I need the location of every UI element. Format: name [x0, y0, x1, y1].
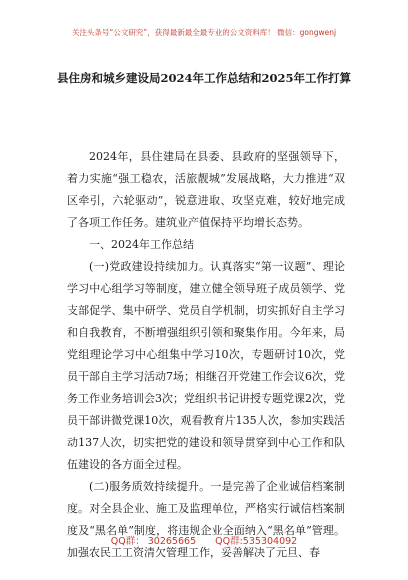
document-body	[67, 146, 345, 564]
qq-group-1: QQ群： 30265665	[110, 536, 197, 547]
document-title: 县住房和城乡建设局2024年工作总结和2025年工作打算	[56, 71, 351, 85]
service-quality-paragraph: (二)服务质效持续提升。一是完善了企业诚信档案制度。对全县企业、施工及监理单位，严格实行诚信档案制度及“黑名单”制度，将违规企业全面纳入“黑名单”管理。加强农民工工资清欠管理工作，妥善解决了元旦、春	[67, 480, 345, 559]
qq-group-2: QQ群:535304092	[215, 536, 298, 547]
footer-contact	[0, 533, 408, 547]
header-note: 关注头条号“公文研究”，获得最新最全最专业的公文资料库！ 微信：gongwenj	[71, 28, 337, 37]
section-heading: 一、2024年工作总结	[89, 238, 194, 251]
intro-paragraph: 2024年，县住建局在县委、县政府的坚强领导下，着力实施“强工稳农，活旅靓城”发展战略，大力推进“双区牵引，六轮驱动”，锐意进取、攻坚克难，较好地完成了各项工作任务。建筑业产值保持平均增长态势。	[67, 150, 345, 229]
party-building-paragraph: (一)党政建设持续加力。认真落实“第一议题”、理论学习中心组学习等制度，建立健全领导班子成员领学、党支部促学、集中研学、党员自学机制，切实抓好自主学习和自我教育，不断增强组织引领和聚集作用。今年来，局党组理论学习中心组集中学习10次，专题研讨10次，党员干部自主学习活动7场；相继召开党建工作会议6次，党务工作业务培训会3次；党组织书记讲授专题党课2次，党员干部讲微党课10次，观看教育片135人次，参加实践活动137人次，切实把党的建设和领导贯穿到中心工作和队伍建设的各方面全过程。	[67, 260, 345, 471]
